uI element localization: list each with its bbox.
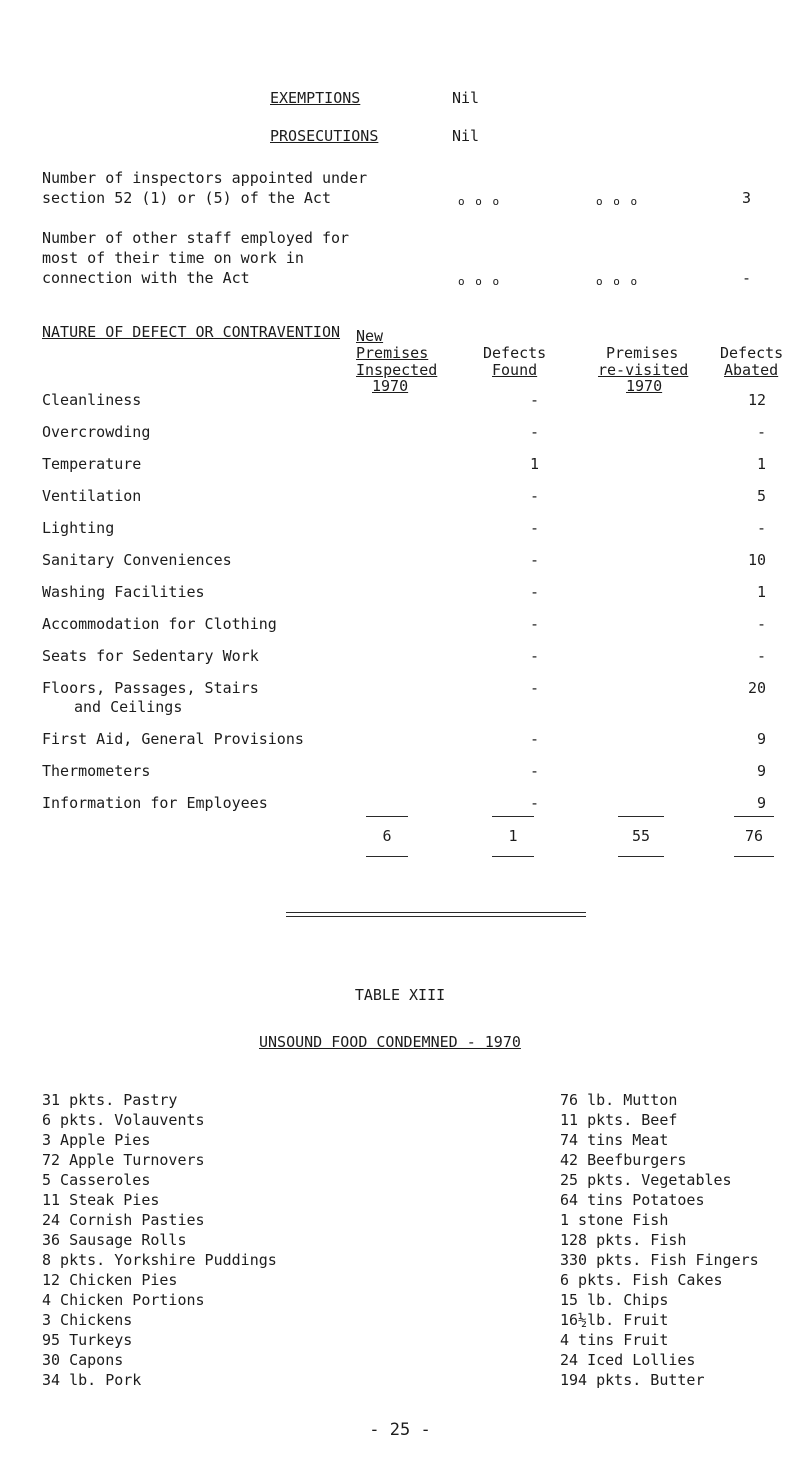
col-abated-header: Defects	[720, 344, 784, 362]
food-item-left: 11 Steak Pies	[42, 1191, 160, 1209]
defect-found-value: -	[530, 794, 540, 812]
leader-dots: o o o	[596, 275, 640, 288]
inspectors-text-line1: Number of inspectors appointed under	[42, 169, 368, 187]
other-staff-text-line2: most of their time on work in	[42, 249, 304, 267]
food-item-right: 128 pkts. Fish	[560, 1231, 687, 1249]
exemptions-label: EXEMPTIONS	[270, 89, 361, 107]
total-rule	[734, 816, 774, 817]
food-item-left: 4 Chicken Portions	[42, 1291, 205, 1309]
defect-row-label: Floors, Passages, Stairs	[42, 679, 259, 697]
defect-row-label: Accommodation for Clothing	[42, 615, 277, 633]
defect-row-label: Overcrowding	[42, 423, 151, 441]
defect-found-value: -	[530, 615, 540, 633]
other-staff-count: -	[742, 269, 752, 287]
defect-row-label: Temperature	[42, 455, 142, 473]
section-divider	[286, 912, 586, 913]
col-revisited-header: 1970	[626, 377, 663, 395]
food-item-right: 76 lb. Mutton	[560, 1091, 678, 1109]
food-item-right: 6 pkts. Fish Cakes	[560, 1271, 723, 1289]
defect-found-value: -	[530, 391, 540, 409]
food-item-left: 3 Chickens	[42, 1311, 133, 1329]
defect-abated-value: 1	[756, 583, 766, 601]
leader-dots: o o o	[458, 195, 502, 208]
col-inspected-header: Inspected	[356, 361, 438, 379]
col-found-header: Defects	[483, 344, 547, 362]
col-inspected-header: Premises	[356, 344, 429, 362]
prosecutions-value: Nil	[452, 127, 480, 145]
defect-row-label-cont: and Ceilings	[74, 698, 183, 716]
other-staff-text-line1: Number of other staff employed for	[42, 229, 350, 247]
defect-abated-value: -	[756, 423, 766, 441]
food-item-right: 64 tins Potatoes	[560, 1191, 705, 1209]
defect-row-label: First Aid, General Provisions	[42, 730, 304, 748]
food-item-left: 36 Sausage Rolls	[42, 1231, 187, 1249]
defect-found-value: -	[530, 423, 540, 441]
food-item-left: 12 Chicken Pies	[42, 1271, 178, 1289]
inspectors-count: 3	[742, 189, 752, 207]
food-item-right: 74 tins Meat	[560, 1131, 669, 1149]
table13-title: TABLE XIII	[354, 986, 446, 1004]
defect-row-label: Information for Employees	[42, 794, 268, 812]
prosecutions-label: PROSECUTIONS	[270, 127, 379, 145]
inspectors-text-line2: section 52 (1) or (5) of the Act	[42, 189, 331, 207]
food-item-right: 330 pkts. Fish Fingers	[560, 1251, 759, 1269]
food-item-left: 6 pkts. Volauvents	[42, 1111, 205, 1129]
food-item-left: 72 Apple Turnovers	[42, 1151, 205, 1169]
total-found: 1	[508, 827, 518, 845]
food-item-left: 31 pkts. Pastry	[42, 1091, 178, 1109]
col-found-header: Found	[492, 361, 538, 379]
defect-row-label: Lighting	[42, 519, 115, 537]
col-revisited-header: re-visited	[598, 361, 689, 379]
defect-found-value: -	[530, 762, 540, 780]
defect-abated-value: 20	[747, 679, 766, 697]
food-item-left: 8 pkts. Yorkshire Puddings	[42, 1251, 277, 1269]
total-inspected: 6	[382, 827, 392, 845]
exemptions-value: Nil	[452, 89, 480, 107]
defect-abated-value: 9	[756, 762, 766, 780]
defect-row-label: Sanitary Conveniences	[42, 551, 232, 569]
defect-found-value: -	[530, 730, 540, 748]
food-item-right: 4 tins Fruit	[560, 1331, 669, 1349]
total-rule	[366, 816, 408, 817]
defect-row-label: Ventilation	[42, 487, 142, 505]
defect-abated-value: 1	[756, 455, 766, 473]
col-abated-header: Abated	[724, 361, 779, 379]
total-rule	[734, 856, 774, 857]
other-staff-text-line3: connection with the Act	[42, 269, 250, 287]
page-number: - 25 -	[369, 1420, 431, 1440]
defect-found-value: -	[530, 519, 540, 537]
defect-abated-value: 12	[747, 391, 766, 409]
col-revisited-header: Premises	[606, 344, 679, 362]
defect-abated-value: -	[756, 615, 766, 633]
defect-row-label: Seats for Sedentary Work	[42, 647, 259, 665]
food-item-right: 11 pkts. Beef	[560, 1111, 678, 1129]
total-rule	[366, 856, 408, 857]
leader-dots: o o o	[596, 195, 640, 208]
total-rule	[618, 816, 664, 817]
defect-found-value: -	[530, 679, 540, 697]
defect-abated-value: 5	[756, 487, 766, 505]
defect-found-value: 1	[530, 455, 540, 473]
defect-abated-value: 9	[756, 730, 766, 748]
col-inspected-header: New	[356, 327, 384, 345]
defect-found-value: -	[530, 551, 540, 569]
total-revisited: 55	[631, 827, 651, 845]
food-item-right: 25 pkts. Vegetables	[560, 1171, 732, 1189]
defect-row-label: Cleanliness	[42, 391, 142, 409]
food-item-left: 30 Capons	[42, 1351, 124, 1369]
defects-table-title: NATURE OF DEFECT OR CONTRAVENTION	[42, 323, 341, 341]
defect-found-value: -	[530, 647, 540, 665]
total-rule	[618, 856, 664, 857]
leader-dots: o o o	[458, 275, 502, 288]
food-item-left: 34 lb. Pork	[42, 1371, 142, 1389]
food-item-left: 5 Casseroles	[42, 1171, 151, 1189]
defect-abated-value: -	[756, 647, 766, 665]
section-divider	[286, 916, 586, 917]
food-item-right: 15 lb. Chips	[560, 1291, 669, 1309]
food-item-left: 95 Turkeys	[42, 1331, 133, 1349]
defect-abated-value: -	[756, 519, 766, 537]
total-rule	[492, 816, 534, 817]
food-item-right: 194 pkts. Butter	[560, 1371, 705, 1389]
defect-abated-value: 9	[756, 794, 766, 812]
table13-subtitle: UNSOUND FOOD CONDEMNED - 1970	[259, 1033, 521, 1051]
food-item-right: 42 Beefburgers	[560, 1151, 687, 1169]
food-item-right: 16½lb. Fruit	[560, 1311, 669, 1329]
food-item-right: 1 stone Fish	[560, 1211, 669, 1229]
col-inspected-header: 1970	[372, 377, 409, 395]
defect-row-label: Thermometers	[42, 762, 151, 780]
food-item-right: 24 Iced Lollies	[560, 1351, 696, 1369]
defect-row-label: Washing Facilities	[42, 583, 205, 601]
total-abated: 76	[744, 827, 764, 845]
total-rule	[492, 856, 534, 857]
defect-found-value: -	[530, 583, 540, 601]
food-item-left: 24 Cornish Pasties	[42, 1211, 205, 1229]
defect-abated-value: 10	[747, 551, 766, 569]
defect-found-value: -	[530, 487, 540, 505]
food-item-left: 3 Apple Pies	[42, 1131, 151, 1149]
